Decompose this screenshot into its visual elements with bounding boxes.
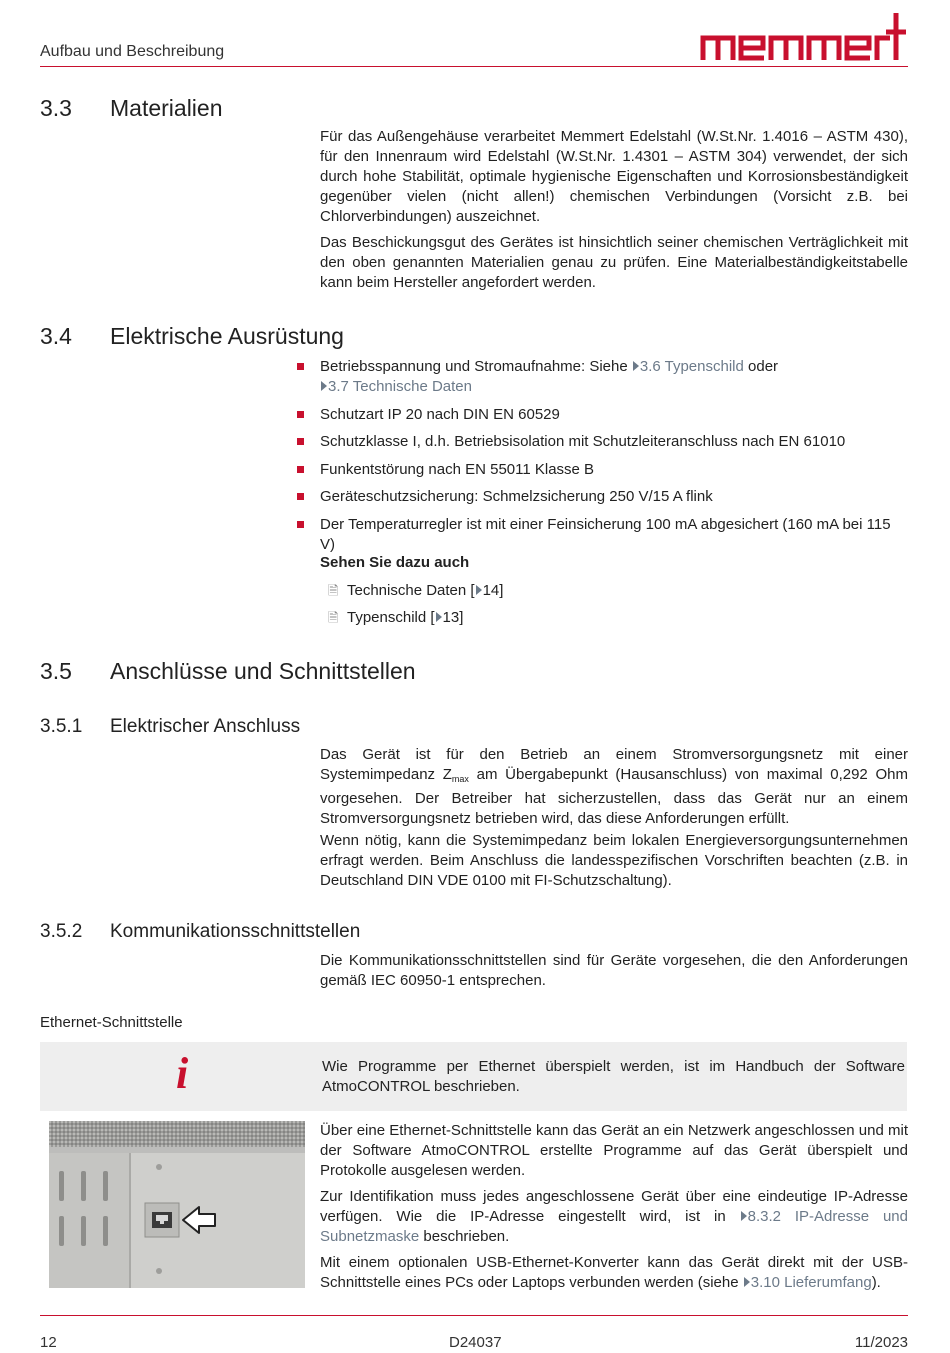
link-arrow-icon <box>436 612 442 622</box>
bullet-square-icon <box>297 493 304 500</box>
list-item: Betriebsspannung und Stromaufnahme: Siehe 3.6 Typenschild oder 3.7 Technische Daten <box>297 357 909 397</box>
link-arrow-icon <box>741 1211 747 1221</box>
electrical-bullet-list <box>297 357 909 563</box>
ethernet-subheading: Ethernet-Schnittstelle <box>40 1014 183 1031</box>
link-typenschild[interactable]: 3.6 Typenschild <box>639 358 744 375</box>
link-arrow-icon <box>633 361 639 371</box>
paragraph-materials-1: Für das Außengehäuse verarbeitet Memmert Edelstahl (W.St.Nr. 1.4016 – ASTM 430), für den Innenraum wird Edelstahl (W.St.Nr. 1.4301 – ASTM 304) verwendet, der sich durch hohe Stabilität, optimale hygienische Eigenschaften und Korrosionsbeständigkeit gegenüber vielen (nicht allen!) chemischen Verbindungen (Vorsicht z.B. bei Chlorverbindungen) auszeichnet. <box>320 128 908 225</box>
link-lieferumfang[interactable]: 3.10 Lieferumfang <box>750 1274 872 1291</box>
bullet-square-icon <box>297 411 304 418</box>
document-icon: 🗎 <box>328 610 339 625</box>
section-heading-3-5: 3.5 Anschlüsse und Schnittstellen <box>40 658 416 684</box>
footer-rule <box>40 1315 908 1316</box>
section-heading-3-5-1: 3.5.1 Elektrischer Anschluss <box>40 716 301 737</box>
paragraph-ethernet-1: Über eine Ethernet-Schnittstelle kann das Gerät an ein Netzwerk angeschlossen und mit der Software AtmoCONTROL erstellte Programme auf das Gerät überspielt und Protokolle ausgelesen werden. <box>320 1122 908 1179</box>
paragraph-communication-interfaces: Die Kommunikationsschnittstellen sind für Geräte vorgesehen, die den Anforderungen gemäß IEC 60950-1 entsprechen. <box>320 952 908 989</box>
link-ip-adresse[interactable]: 8.3.2 IP-Adresse und Subnetzmaske <box>320 1208 908 1245</box>
paragraph-materials-2: Das Beschickungsgut des Gerätes ist hinsichtlich seiner chemischen Verträglichkeit mit den oben genannten Materialien genau zu prüfen. Eine Materialbeständigkeitstabelle kann beim Hersteller angefordert werden. <box>320 234 908 291</box>
section-heading-3-3: 3.3 Materialien <box>40 95 223 121</box>
link-arrow-icon <box>321 381 327 391</box>
link-arrow-icon <box>476 585 482 595</box>
see-also-item-technische-daten[interactable]: 🗎 Technische Daten [ 14] <box>328 582 504 599</box>
paragraph-ethernet-2: Zur Identifikation muss jedes angeschlossene Gerät über eine eindeutige IP-Adresse verfügen. Wie die IP-Adresse eingestellt wird, ist in 8.3.2 IP-Adresse und Subnetzmaske beschrieben. <box>320 1188 908 1245</box>
link-technische-daten[interactable]: 3.7 Technische Daten <box>328 378 472 395</box>
paragraph-electrical-connection-2: Wenn nötig, kann die Systemimpedanz beim lokalen Energieversorgungsunternehmen erfragt werden. Beim Anschluss die landesspezifischen Vorschriften beachten (z.B. in Deutschland DIN VDE 0100 mit FI-Schutzschaltung). <box>320 832 908 889</box>
header-rule <box>40 66 908 67</box>
running-header: Aufbau und Beschreibung <box>40 43 225 60</box>
ethernet-port-photo <box>49 1121 305 1288</box>
list-item: Schutzklasse I, d.h. Betriebsisolation mit Schutzleiteranschluss nach EN 61010 <box>297 432 909 452</box>
bullet-square-icon <box>297 466 304 473</box>
see-also-list <box>328 581 628 631</box>
bullet-square-icon <box>297 438 304 445</box>
paragraph-electrical-connection-1: Das Gerät ist für den Betrieb an einem Stromversorgungsnetz mit einer Systemimpedanz $Z_{max}$ am Übergabepunkt (Hausanschluss) von maximal 0,292 Ohm vorgesehen. Der Betreiber hat sicherzustellen, dass das Gerät nur an einem Stromversorgungsnetz betrieben wird, das diese Anforderungen erfüllt. <box>320 746 908 827</box>
section-heading-3-5-2: 3.5.2 Kommunikationsschnittstellen <box>40 921 361 942</box>
page-number: 12 <box>40 1334 57 1351</box>
bullet-square-icon <box>297 521 304 528</box>
list-item: Funkentstörung nach EN 55011 Klasse B <box>297 460 909 480</box>
document-number: D24037 <box>449 1334 502 1351</box>
link-arrow-icon <box>744 1277 750 1287</box>
list-item: Geräteschutzsicherung: Schmelzsicherung 250 V/15 A flink <box>297 487 909 507</box>
memmert-logo <box>700 10 908 64</box>
list-item: Schutzart IP 20 nach DIN EN 60529 <box>297 405 909 425</box>
document-icon: 🗎 <box>328 583 339 598</box>
see-also-title: Sehen Sie dazu auch <box>320 554 470 571</box>
see-also-item-typenschild[interactable]: 🗎 Typenschild [ 13] <box>328 609 464 626</box>
info-icon: i <box>176 1049 189 1098</box>
paragraph-ethernet-3: Mit einem optionalen USB-Ethernet-Konverter kann das Gerät direkt mit der USB-Schnittstelle eines PCs oder Laptops verbunden werden (siehe 3.10 Lieferumfang). <box>320 1254 908 1291</box>
section-heading-3-4: 3.4 Elektrische Ausrüstung <box>40 323 344 349</box>
document-date: 11/2023 <box>854 1334 908 1351</box>
info-note-text: Wie Programme per Ethernet überspielt werden, ist im Handbuch der Software AtmoCONTROL beschrieben. <box>322 1058 905 1095</box>
bullet-square-icon <box>297 363 304 370</box>
list-item: Der Temperaturregler ist mit einer Feinsicherung 100 mA abgesichert (160 mA bei 115 V) <box>297 515 909 555</box>
